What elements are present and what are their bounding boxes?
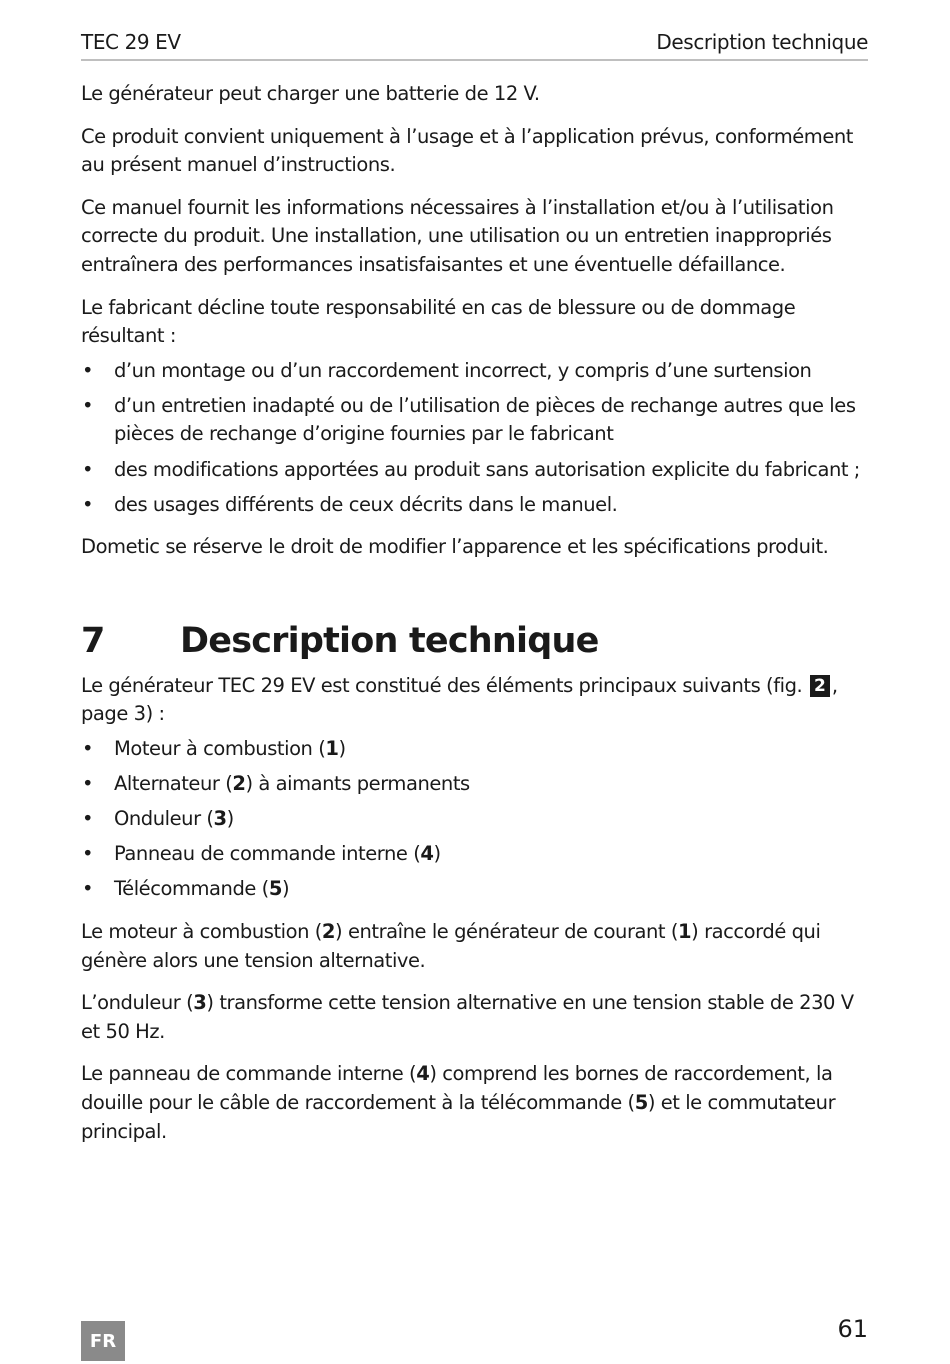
list-item: • d’un entretien inadapté ou de l’utilisation de pièces de rechange autres que les pièces de rechange d’origine fournies par le fabricant	[82, 393, 856, 446]
section-number: 7	[81, 620, 105, 661]
list-item: • Moteur à combustion (1)	[81, 735, 868, 764]
list-item: • d’un montage ou d’un raccordement incorrect, y compris d’une surtension	[81, 357, 868, 386]
intro-paragraph-rights: Dometic se réserve le droit de modifier l’apparence et les spécifications produit.	[81, 535, 829, 559]
intro-paragraph-liability: Le fabricant décline toute responsabilité en cas de blessure ou de dommage résultant :	[81, 295, 796, 348]
bullet-icon: •	[82, 358, 94, 382]
running-header	[81, 30, 868, 61]
list-item: • Alternateur (2) à aimants permanents	[81, 770, 868, 799]
bullet-icon: •	[82, 842, 94, 866]
bullet-icon: •	[82, 807, 94, 831]
list-item: • Onduleur (3)	[81, 805, 868, 834]
page-number: 61	[837, 1315, 868, 1343]
header-model: TEC 29 EV	[81, 30, 181, 54]
bullet-icon: •	[82, 772, 94, 796]
language-badge: FR	[81, 1321, 125, 1361]
bullet-icon: •	[82, 393, 94, 417]
list-item: • des usages différents de ceux décrits dans le manuel.	[81, 491, 868, 520]
paragraph-control-panel: Le panneau de commande interne (4) comprend les bornes de raccordement, la douille pour le câble de raccordement à la télécommande (5) et le commutateur principal.	[81, 1062, 836, 1143]
bullet-icon: •	[82, 737, 94, 760]
liability-list	[81, 357, 868, 519]
component-list	[81, 735, 868, 904]
figure-reference-badge: 2	[810, 675, 830, 697]
header-section: Description technique	[656, 30, 868, 54]
section-title: Description technique	[180, 620, 599, 661]
section-heading	[81, 618, 868, 664]
page-body	[81, 80, 868, 1160]
intro-paragraph-battery: Le générateur peut charger une batterie de 12 V.	[81, 82, 540, 105]
bullet-icon: •	[82, 877, 94, 901]
intro-paragraph-manual: Ce manuel fournit les informations nécessaires à l’installation et/ou à l’utilisation correcte du produit. Une installation, une utilisation ou un entretien inappropriés entraînera des performances insatisfaisantes et une éventuelle défaillance.	[81, 195, 834, 276]
section-lead: Le générateur TEC 29 EV est constitué des éléments principaux suivants (fig. 2 , page 3) :	[81, 673, 838, 726]
paragraph-inverter: L’onduleur (3) transforme cette tension alternative en une tension stable de 230 V et 50 Hz.	[81, 991, 854, 1043]
list-item: • Télécommande (5)	[81, 875, 868, 904]
intro-paragraph-usage: Ce produit convient uniquement à l’usage et à l’application prévus, conformément au présent manuel d’instructions.	[81, 124, 854, 177]
list-item: • des modifications apportées au produit sans autorisation explicite du fabricant ;	[81, 456, 868, 485]
bullet-icon: •	[82, 492, 94, 516]
list-item: • Panneau de commande interne (4)	[81, 840, 868, 869]
paragraph-engine: Le moteur à combustion (2) entraîne le générateur de courant (1) raccordé qui génère alors une tension alternative.	[81, 919, 821, 972]
bullet-icon: •	[82, 457, 94, 481]
